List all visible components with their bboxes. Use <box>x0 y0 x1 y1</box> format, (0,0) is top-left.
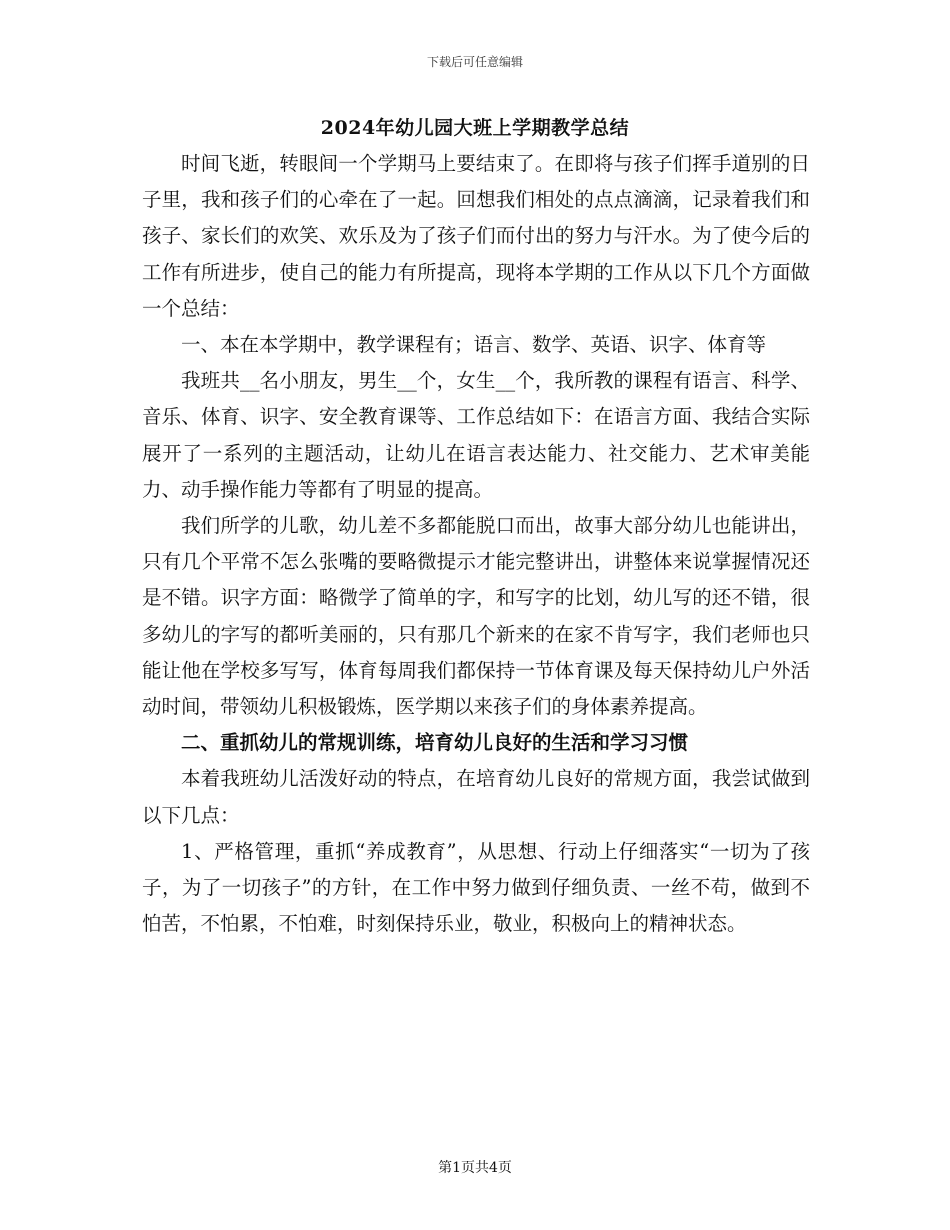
header-note: 下载后可任意编辑 <box>426 55 523 69</box>
paragraph-section-two-intro: 本着我班幼儿活泼好动的特点，在培育幼儿良好的常规方面，我尝试做到以下几点： <box>142 767 810 827</box>
document-body <box>142 146 810 942</box>
paragraph-class-overview: 我班共__名小朋友，男生__个，女生__个，我所教的课程有语言、科学、音乐、体育、识字、安全教育课等、工作总结如下：在语言方面、我结合实际展开了一系列的主题活动，让幼儿在语言表达能力、社交能力、艺术审美能力、动手操作能力等都有了明显的提高。 <box>142 369 810 501</box>
page-footer: 第1页共4页 <box>438 1160 512 1176</box>
paragraph-point-one: 1、严格管理，重抓“养成教育”，从思想、行动上仔细落实“一切为了孩子，为了一切孩子”的方针，在工作中努力做到仔细负责、一丝不苟，做到不怕苦，不怕累，不怕难，时刻保持乐业，敬业，积极向上的精神状态。 <box>142 839 810 936</box>
paragraph-intro: 时间飞逝，转眼间一个学期马上要结束了。在即将与孩子们挥手道别的日子里，我和孩子们的心牵在了一起。回想我们相处的点点滴滴，记录着我们和孩子、家长们的欢笑、欢乐及为了孩子们而付出的努力与汗水。为了使今后的工作有所进步，使自己的能力有所提高，现将本学期的工作从以下几个方面做一个总结： <box>142 152 810 320</box>
section-heading-two: 二、重抓幼儿的常规训练，培育幼儿良好的生活和学习习惯 <box>181 731 689 755</box>
paragraph-section-one: 一、本在本学期中，教学课程有；语言、数学、英语、识字、体育等 <box>181 333 767 357</box>
paragraph-learning-results: 我们所学的儿歌，幼儿差不多都能脱口而出，故事大部分幼儿也能讲出，只有几个平常不怎么张嘴的要略微提示才能完整讲出，讲整体来说掌握情况还是不错。识字方面：略微学了简单的字，和写字的比划，幼儿写的还不错，很多幼儿的字写的都听美丽的，只有那几个新来的在家不肯写字，我们老师也只能让他在学校多写写，体育每周我们都保持一节体育课及每天保持幼儿户外活动时间，带领幼儿积极锻炼，医学期以来孩子们的身体素养提高。 <box>142 514 810 719</box>
document-title: 2024年幼儿园大班上学期教学总结 <box>320 117 630 139</box>
